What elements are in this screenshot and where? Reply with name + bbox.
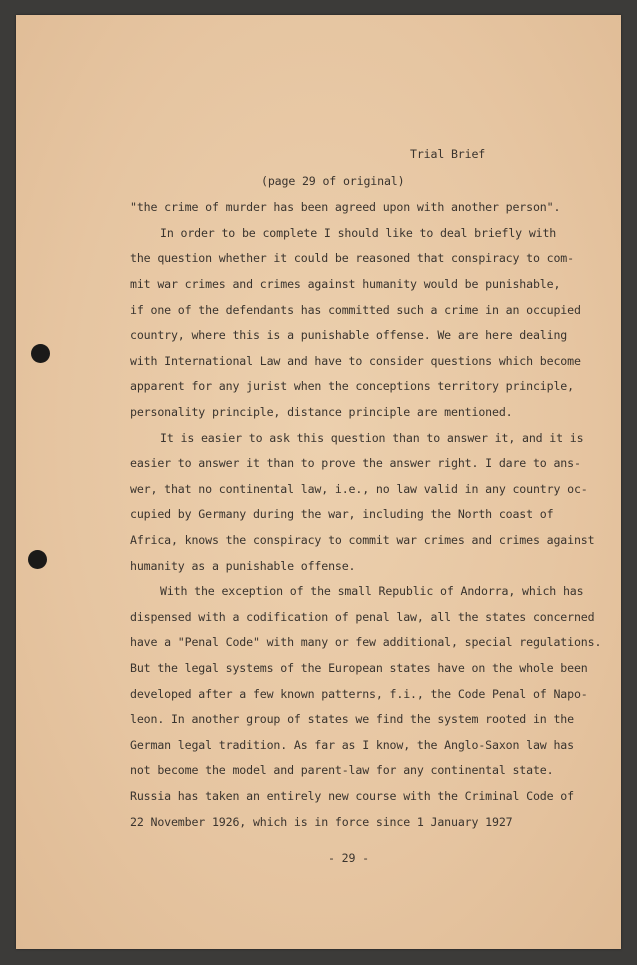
document-page xyxy=(16,15,621,949)
text-line: apparent for any jurist when the conceptions territory principle, xyxy=(130,379,574,393)
text-line: with International Law and have to consider questions which become xyxy=(130,354,581,368)
original-page-reference: (page 29 of original) xyxy=(261,174,405,188)
text-line: wer, that no continental law, i.e., no law valid in any country oc- xyxy=(130,482,588,496)
text-line: country, where this is a punishable offense. We are here dealing xyxy=(130,328,568,342)
text-line: personality principle, distance principle are mentioned. xyxy=(130,405,513,419)
text-line: humanity as a punishable offense. xyxy=(130,559,356,573)
text-line: "the crime of murder has been agreed upon with another person". xyxy=(130,200,561,214)
text-line: Africa, knows the conspiracy to commit war crimes and crimes against xyxy=(130,533,595,547)
text-line: not become the model and parent-law for any continental state. xyxy=(130,763,554,777)
text-line: With the exception of the small Republic of Andorra, which has xyxy=(160,584,584,598)
text-line: leon. In another group of states we find the system rooted in the xyxy=(130,712,574,726)
document-header-title: Trial Brief xyxy=(410,147,486,161)
page-number: - 29 - xyxy=(328,851,369,865)
text-line: dispensed with a codification of penal law, all the states concerned xyxy=(130,610,595,624)
text-line: cupied by Germany during the war, including the North coast of xyxy=(130,507,554,521)
typed-text-body xyxy=(16,15,621,949)
text-line: But the legal systems of the European states have on the whole been xyxy=(130,661,588,675)
text-line: if one of the defendants has committed such a crime in an occupied xyxy=(130,303,581,317)
text-line: mit war crimes and crimes against humanity would be punishable, xyxy=(130,277,561,291)
text-line: German legal tradition. As far as I know, the Anglo-Saxon law has xyxy=(130,738,574,752)
text-line: 22 November 1926, which is in force since 1 January 1927 xyxy=(130,815,513,829)
text-line: the question whether it could be reasoned that conspiracy to com- xyxy=(130,251,574,265)
text-line: In order to be complete I should like to deal briefly with xyxy=(160,226,557,240)
text-line: developed after a few known patterns, f.i., the Code Penal of Napo- xyxy=(130,687,588,701)
text-line: have a "Penal Code" with many or few additional, special regulations. xyxy=(130,635,602,649)
text-line: easier to answer it than to prove the answer right. I dare to ans- xyxy=(130,456,581,470)
text-line: It is easier to ask this question than to answer it, and it is xyxy=(160,431,584,445)
text-line: Russia has taken an entirely new course with the Criminal Code of xyxy=(130,789,574,803)
